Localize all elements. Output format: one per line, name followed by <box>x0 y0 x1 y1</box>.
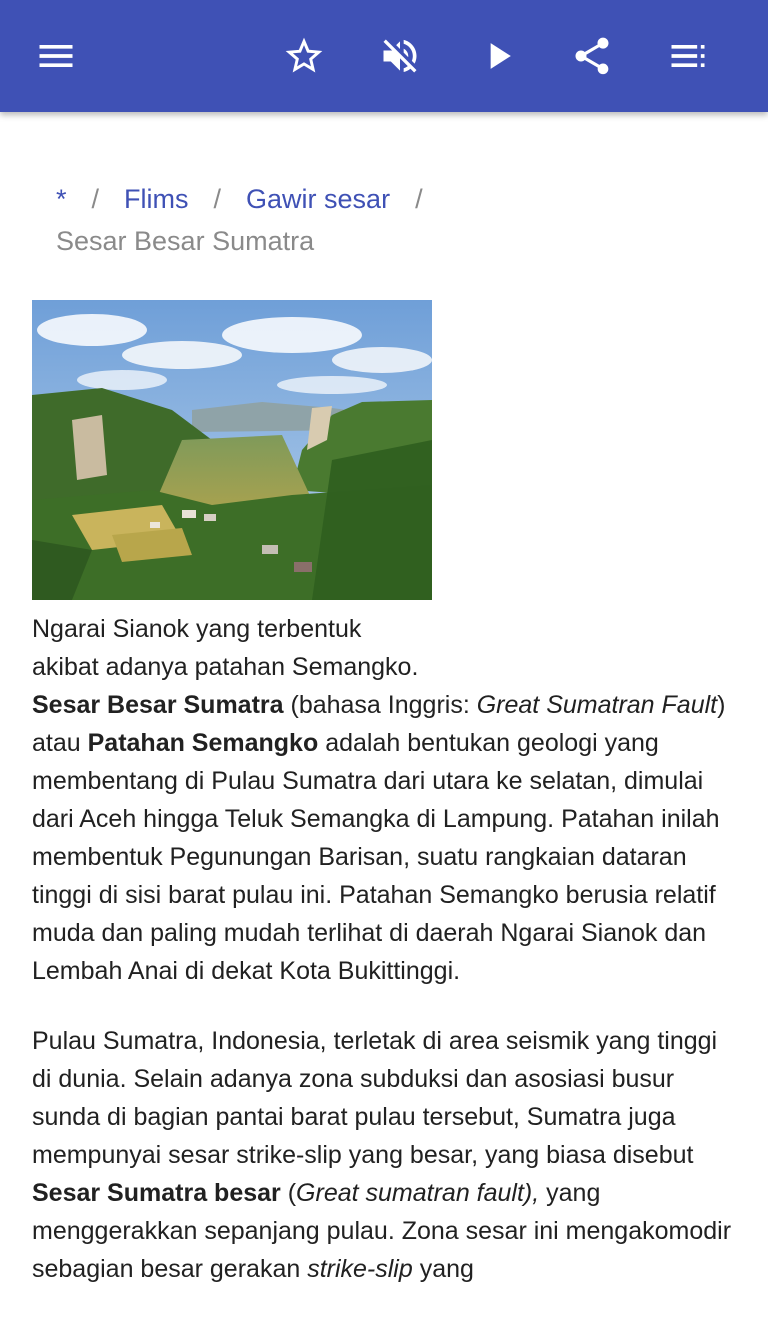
term-italic: Great Sumatran Fault <box>476 691 718 719</box>
menu-icon <box>34 34 78 78</box>
breadcrumb-link-flims[interactable]: Flims <box>124 184 189 214</box>
article-body <box>32 686 736 1320</box>
text-span: Pulau Sumatra, Indonesia, terletak di area seismik yang tinggi di dunia. Selain adanya zona subduksi dan asosiasi busur sunda di bagian pantai barat pulau tersebut, Sumatra juga mempunyai sesar strike-slip yang besar, yang biasa disebut <box>32 1027 718 1169</box>
text-span: (bahasa Inggris: <box>283 691 477 719</box>
playlist-icon <box>666 34 710 78</box>
menu-button[interactable] <box>28 28 84 84</box>
play-button[interactable] <box>470 28 526 84</box>
breadcrumb-root-link[interactable]: * <box>56 184 67 214</box>
breadcrumb-separator: / <box>213 184 222 214</box>
share-icon <box>570 34 614 78</box>
toc-button[interactable] <box>660 28 716 84</box>
term-bold: Sesar Besar Sumatra <box>32 691 284 719</box>
breadcrumb-current: Sesar Besar Sumatra <box>56 226 315 256</box>
valley-landscape-image <box>32 300 432 600</box>
breadcrumb-separator: / <box>415 184 423 214</box>
term-bold: Sesar Sumatra besar <box>32 1179 281 1207</box>
paragraph-intro <box>32 686 736 990</box>
app-toolbar <box>0 0 768 112</box>
term-italic: Great sumatran fault), <box>296 1179 540 1207</box>
breadcrumb <box>56 178 736 262</box>
text-span: ) atau <box>32 691 726 757</box>
image-caption <box>32 610 452 686</box>
play-icon <box>476 34 520 78</box>
breadcrumb-separator: / <box>91 184 100 214</box>
mute-button[interactable] <box>372 28 428 84</box>
caption-line: akibat adanya patahan Semangko. <box>32 653 419 681</box>
paragraph-seismic <box>32 1022 736 1288</box>
volume-off-icon <box>378 34 422 78</box>
share-button[interactable] <box>564 28 620 84</box>
article-image[interactable] <box>32 300 432 600</box>
term-italic: strike-slip <box>307 1255 413 1283</box>
text-span: adalah bentukan geologi yang membentang di Pulau Sumatra dari utara ke selatan, dimulai dari Aceh hingga Teluk Semangka di Lampung. Patahan inilah membentuk Pegunungan Barisan, suatu rangkaian dataran tinggi di sisi barat pulau ini. Patahan Semangko berusia relatif muda dan paling mudah terlihat di daerah Ngarai Sianok dan Lembah Anai di dekat Kota Bukittinggi. <box>32 729 720 985</box>
text-span: yang menggerakkan sepanjang pulau. Zona sesar ini mengakomodir sebagian besar gerakan <box>32 1179 732 1283</box>
text-span: yang <box>412 1255 474 1283</box>
breadcrumb-link-gawir-sesar[interactable]: Gawir sesar <box>246 184 391 214</box>
caption-line: Ngarai Sianok yang terbentuk <box>32 615 362 643</box>
term-bold: Patahan Semangko <box>87 729 319 757</box>
text-span: ( <box>280 1179 297 1207</box>
star-outline-icon <box>282 34 326 78</box>
favorite-button[interactable] <box>276 28 332 84</box>
